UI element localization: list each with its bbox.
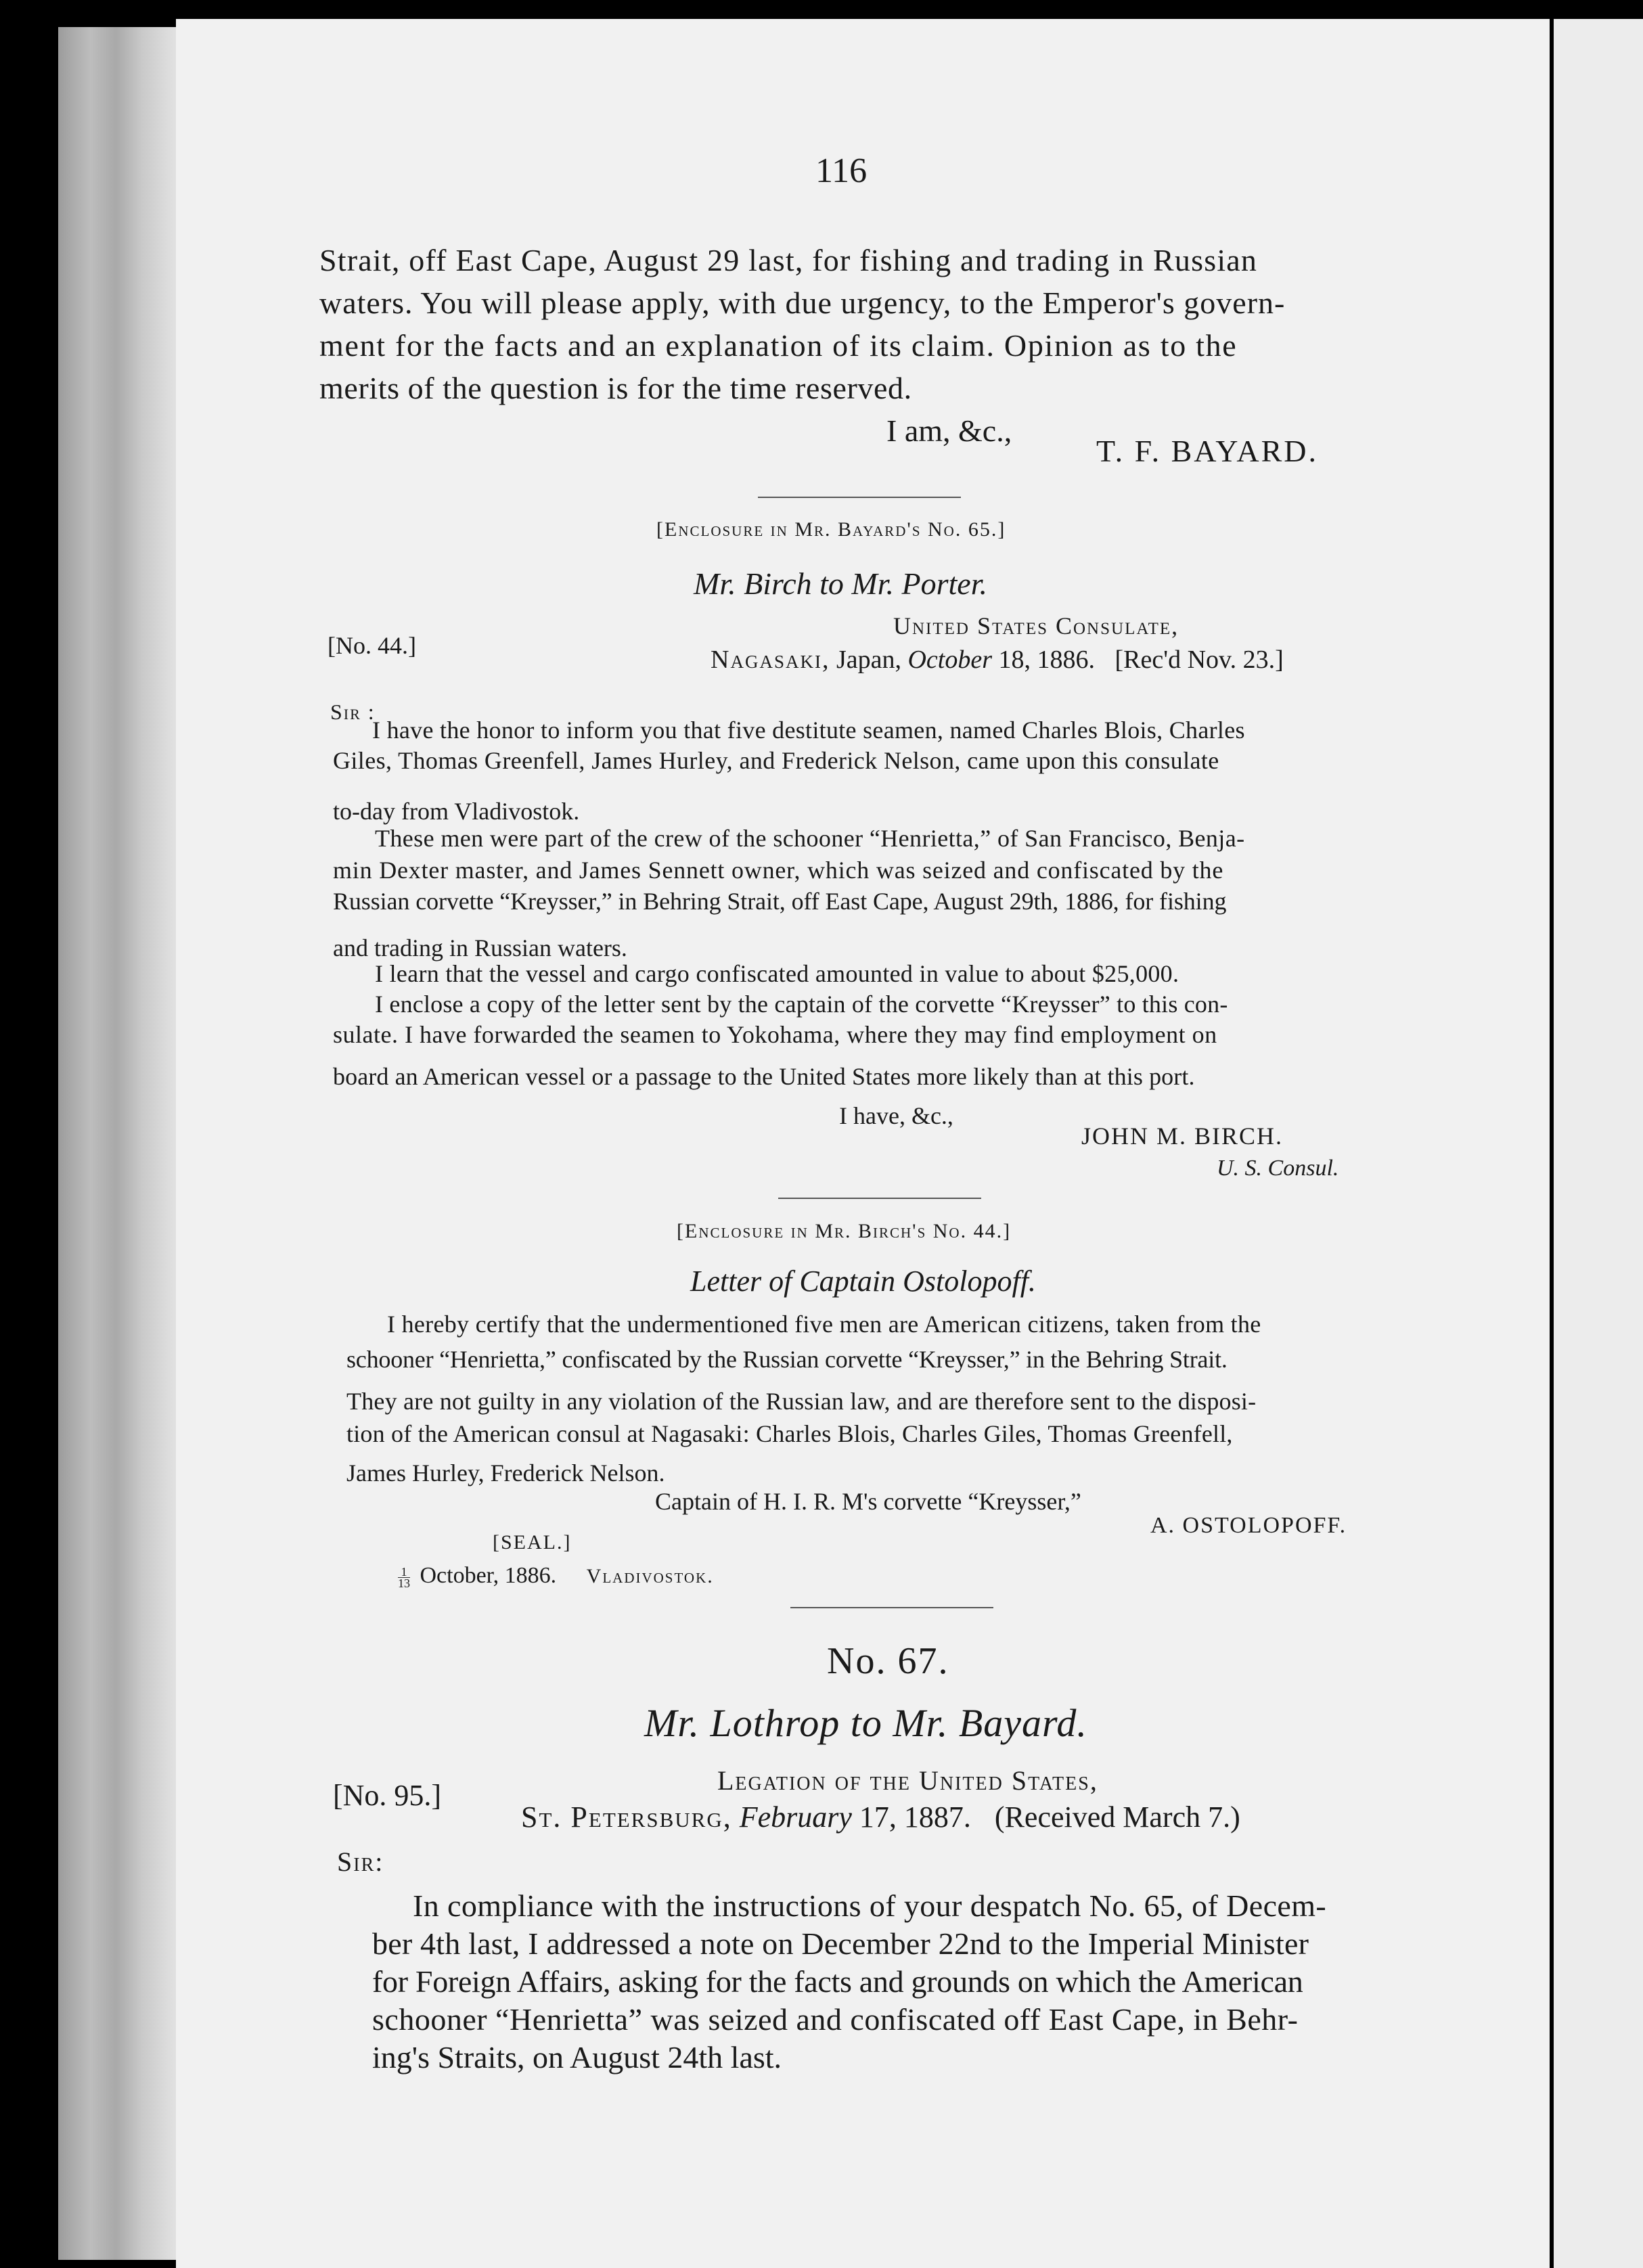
facing-page-edge bbox=[1554, 19, 1643, 2268]
text-line: In compliance with the instructions of your despatch No. 65, of Decem- bbox=[413, 1888, 1327, 1923]
date-month: October bbox=[907, 645, 993, 674]
date-place: St. Petersburg, bbox=[521, 1800, 732, 1834]
section-divider bbox=[790, 1607, 993, 1608]
text-line: I enclose a copy of the letter sent by the captain of the corvette “Kreysser” to this con- bbox=[375, 991, 1228, 1018]
text-line: board an American vessel or a passage to the United States more likely than at this port. bbox=[333, 1063, 1195, 1090]
text-line: ing's Straits, on August 24th last. bbox=[372, 2040, 782, 2074]
signature-title: U. S. Consul. bbox=[1217, 1156, 1339, 1181]
dateline bbox=[398, 1563, 714, 1589]
text-line: Giles, Thomas Greenfell, James Hurley, and Frederick Nelson, came upon this consulate bbox=[333, 747, 1219, 774]
signature: A. OSTOLOPOFF. bbox=[1150, 1513, 1347, 1538]
page-number: 116 bbox=[815, 152, 868, 190]
text-line: tion of the American consul at Nagasaki: Charles Blois, Charles Giles, Thomas Greenfell, bbox=[346, 1420, 1233, 1447]
text-line: schooner “Henrietta” was seized and confiscated off East Cape, in Behr- bbox=[372, 2002, 1299, 2037]
received-note: (Received March 7.) bbox=[994, 1800, 1240, 1834]
letter-title: Mr. Birch to Mr. Porter. bbox=[694, 566, 988, 601]
letter-number: [No. 44.] bbox=[328, 632, 416, 659]
date-line bbox=[711, 645, 1284, 675]
section-divider bbox=[758, 497, 961, 498]
place-line: United States Consulate, bbox=[893, 612, 1179, 639]
letter-number-heading: No. 67. bbox=[827, 1640, 949, 1682]
text-line: I have the honor to inform you that five destitute seamen, named Charles Blois, Charles bbox=[372, 717, 1245, 744]
salutation: Sir: bbox=[337, 1846, 384, 1877]
text-line: sulate. I have forwarded the seamen to Yokohama, where they may find employment on bbox=[333, 1021, 1217, 1048]
enclosure-heading: [Enclosure in Mr. Birch's No. 44.] bbox=[677, 1220, 1012, 1242]
closing-line: I have, &c., bbox=[839, 1102, 953, 1129]
fraction-numerator: 1 bbox=[401, 1564, 407, 1579]
place-text: Vladivostok. bbox=[586, 1565, 714, 1587]
text-line: waters. You will please apply, with due urgency, to the Emperor's govern- bbox=[319, 286, 1286, 320]
date-place: Nagasaki, bbox=[711, 645, 830, 674]
received-note: [Rec'd Nov. 23.] bbox=[1115, 645, 1284, 674]
text-line: Russian corvette “Kreysser,” in Behring Strait, off East Cape, August 29th, 1886, for fishing bbox=[333, 888, 1227, 915]
text-line: for Foreign Affairs, asking for the facts and grounds on which the American bbox=[372, 1964, 1303, 1999]
text-line: These men were part of the crew of the schooner “Henrietta,” of San Francisco, Benja- bbox=[375, 825, 1245, 852]
date-rest: 17, 1887. bbox=[859, 1800, 971, 1834]
book-page-edges bbox=[58, 27, 187, 2260]
date-text: October, 1886. bbox=[420, 1563, 557, 1588]
seal-mark: [SEAL.] bbox=[493, 1531, 572, 1553]
text-line: merits of the question is for the time reserved. bbox=[319, 371, 912, 405]
closing-line: I am, &c., bbox=[886, 413, 1012, 448]
date-month: February bbox=[739, 1800, 852, 1834]
text-line: They are not guilty in any violation of the Russian law, and are therefore sent to the disposi- bbox=[346, 1388, 1257, 1415]
place-line: Legation of the United States, bbox=[717, 1765, 1098, 1796]
text-line: ber 4th last, I addressed a note on December 22nd to the Imperial Minister bbox=[372, 1926, 1309, 1961]
signature: T. F. BAYARD. bbox=[1096, 434, 1319, 468]
section-divider bbox=[778, 1198, 981, 1199]
document-page bbox=[176, 19, 1550, 2268]
text-line: I learn that the vessel and cargo confiscated amounted in value to about $25,000. bbox=[375, 960, 1179, 987]
date-line bbox=[521, 1800, 1240, 1834]
letter-title: Letter of Captain Ostolopoff. bbox=[690, 1265, 1036, 1298]
text-line: to-day from Vladivostok. bbox=[333, 798, 580, 825]
text-line: James Hurley, Frederick Nelson. bbox=[346, 1459, 665, 1487]
text-line: I hereby certify that the undermentioned five men are American citizens, taken from the bbox=[387, 1311, 1261, 1338]
text-line: schooner “Henrietta,” confiscated by the Russian corvette “Kreysser,” in the Behring Strait. bbox=[346, 1346, 1228, 1373]
text-line: and trading in Russian waters. bbox=[333, 934, 627, 961]
signature: JOHN M. BIRCH. bbox=[1081, 1122, 1284, 1150]
text-line: ment for the facts and an explanation of its claim. Opinion as to the bbox=[319, 328, 1238, 363]
captain-line: Captain of H. I. R. M's corvette “Kreysser,” bbox=[655, 1488, 1081, 1515]
date-fraction bbox=[398, 1566, 410, 1589]
fraction-denominator: 13 bbox=[398, 1576, 410, 1590]
text-line: min Dexter master, and James Sennett owner, which was seized and confiscated by the bbox=[333, 857, 1224, 884]
text-line: Strait, off East Cape, August 29 last, for fishing and trading in Russian bbox=[319, 243, 1258, 277]
letter-number: [No. 95.] bbox=[333, 1779, 442, 1812]
salutation: Sir : bbox=[330, 700, 376, 724]
date-country: Japan, bbox=[836, 645, 901, 674]
date-rest: 18, 1886. bbox=[998, 645, 1096, 674]
enclosure-heading: [Enclosure in Mr. Bayard's No. 65.] bbox=[656, 518, 1006, 541]
letter-title: Mr. Lothrop to Mr. Bayard. bbox=[644, 1701, 1087, 1745]
